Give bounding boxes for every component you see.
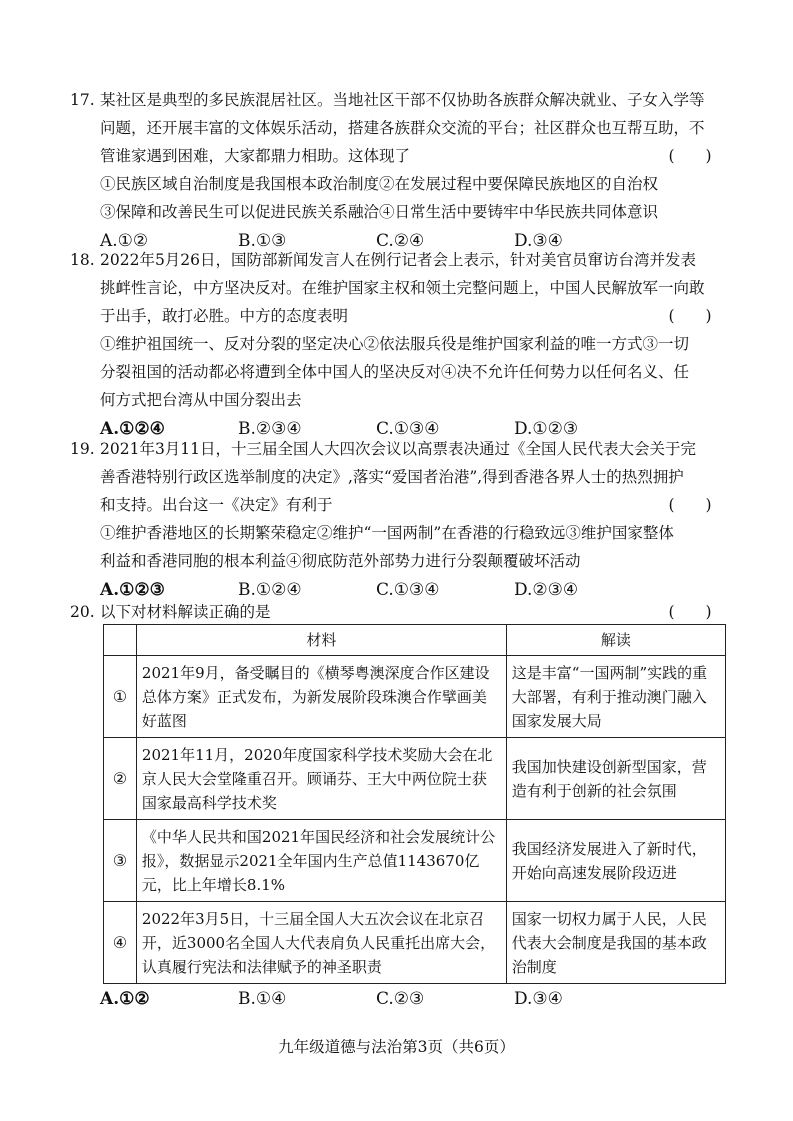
table-corner	[104, 625, 137, 656]
choice-b: B.①③	[238, 231, 287, 251]
question-stem: 以下对材料解读正确的是 ( )	[70, 598, 730, 626]
choice-d: D.③④	[514, 231, 563, 251]
choice-d: D.①②③	[514, 419, 579, 439]
question-stem: 某社区是典型的多民族混居社区。当地社区干部不仅协助各族群众解决就业、子女入学等 问题，还开展丰富的文体娱乐活动，搭建各族群众交流的平台；社区群众也互帮互助，不 管谁家遇到困难，大家都鼎力相助。这体现了 ( )	[70, 86, 730, 170]
question-18	[70, 246, 730, 444]
interpretation-cell: 我国加快建设创新型国家，营造有利于创新的社会氛围	[506, 738, 725, 820]
question-number: 19.	[70, 440, 95, 458]
choice-b: B.①②④	[238, 580, 302, 600]
row-number: ④	[104, 902, 137, 984]
statement-options: 分裂祖国的活动都必将遭到全体中国人的坚决反对④决不允许任何势力以任何名义、任	[100, 363, 690, 381]
statement-options: ③保障和改善民生可以促进民族关系融洽④日常生活中要铸牢中华民族共同体意识	[100, 203, 659, 221]
question-stem: 2021年3月11日，十三届全国人大四次会议以高票表决通过《全国人民代表大会关于完 善香港特别行政区选举制度的决定》,落实“爱国者治港”,得到香港各界人士的热烈拥护 和支持。出台这一《决定》有利于 ( )	[70, 435, 730, 519]
material-cell: 2021年9月，备受瞩目的《横琴粤澳深度合作区建设总体方案》正式发布，为新发展阶段珠澳合作擘画美好蓝图	[136, 656, 506, 738]
answer-choices	[70, 984, 730, 1014]
choice-a: A.①②③	[100, 580, 165, 600]
question-number: 20.	[70, 603, 95, 621]
table-row	[104, 738, 726, 820]
choice-b: B.①④	[238, 989, 287, 1009]
choice-c: C.②④	[376, 231, 425, 251]
statement-options: ①维护祖国统一、反对分裂的坚定决心②依法服兵役是维护国家利益的唯一方式③一切	[100, 335, 690, 353]
choice-d: D.②③④	[514, 580, 579, 600]
page-footer: 九年级道德与法治第3页（共6页）	[278, 1038, 515, 1056]
material-cell: 2021年11月，2020年度国家科学技术奖励大会在北京人民大会堂隆重召开。顾诵芬、王大中两位院士获国家最高科学技术奖	[136, 738, 506, 820]
header-material: 材料	[136, 625, 506, 656]
question-20	[70, 598, 730, 626]
material-cell: 《中华人民共和国2021年国民经济和社会发展统计公报》，数据显示2021全年国内生产总值1143670亿元，比上年增长8.1%	[136, 820, 506, 902]
row-number: ③	[104, 820, 137, 902]
choice-a: A.①②	[100, 989, 150, 1009]
question-20-choices	[70, 984, 730, 1014]
choice-d: D.③④	[514, 989, 563, 1009]
material-cell: 2022年3月5日，十三届全国人大五次会议在北京召开，近3000名全国人大代表肩负人民重托出席大会，认真履行宪法和法律赋予的神圣职责	[136, 902, 506, 984]
answer-bracket: ( )	[668, 147, 712, 165]
header-interpretation: 解读	[506, 625, 725, 656]
choice-b: B.②③④	[238, 419, 302, 439]
interpretation-cell: 这是丰富“一国两制”实践的重大部署，有利于推动澳门融入国家发展大局	[506, 656, 725, 738]
table-row	[104, 656, 726, 738]
statement-options: ①维护香港地区的长期繁荣稳定②维护“一国两制”在香港的行稳致远③维护国家整体	[100, 524, 674, 542]
material-table	[103, 624, 726, 984]
question-stem: 2022年5月26日，国防部新闻发言人在例行记者会上表示，针对美官员窜访台湾并发表 挑衅性言论，中方坚决反对。在维护国家主权和领土完整问题上，中国人民解放军一向敢 于出手，敢打必胜。中方的态度表明 ( )	[70, 246, 730, 330]
question-number: 18.	[70, 251, 95, 269]
row-number: ②	[104, 738, 137, 820]
interpretation-cell: 我国经济发展进入了新时代，开始向高速发展阶段迈进	[506, 820, 725, 902]
choice-a: A.①②④	[100, 419, 165, 439]
question-number: 17.	[70, 91, 95, 109]
answer-bracket: ( )	[668, 496, 712, 514]
question-19	[70, 435, 730, 605]
row-number: ①	[104, 656, 137, 738]
table-row	[104, 820, 726, 902]
answer-bracket: ( )	[668, 307, 712, 325]
choice-c: C.①③④	[376, 580, 440, 600]
statement-options: 何方式把台湾从中国分裂出去	[100, 391, 302, 409]
answer-bracket: ( )	[668, 603, 712, 621]
choice-c: C.①③④	[376, 419, 440, 439]
statement-options: ①民族区域自治制度是我国根本政治制度②在发展过程中要保障民族地区的自治权	[100, 175, 659, 193]
choice-c: C.②③	[376, 989, 425, 1009]
table-row	[104, 902, 726, 984]
question-17	[70, 86, 730, 256]
interpretation-cell: 国家一切权力属于人民，人民代表大会制度是我国的基本政治制度	[506, 902, 725, 984]
choice-a: A.①②	[100, 231, 149, 251]
statement-options: 利益和香港同胞的根本利益④彻底防范外部势力进行分裂颠覆破坏活动	[100, 552, 581, 570]
